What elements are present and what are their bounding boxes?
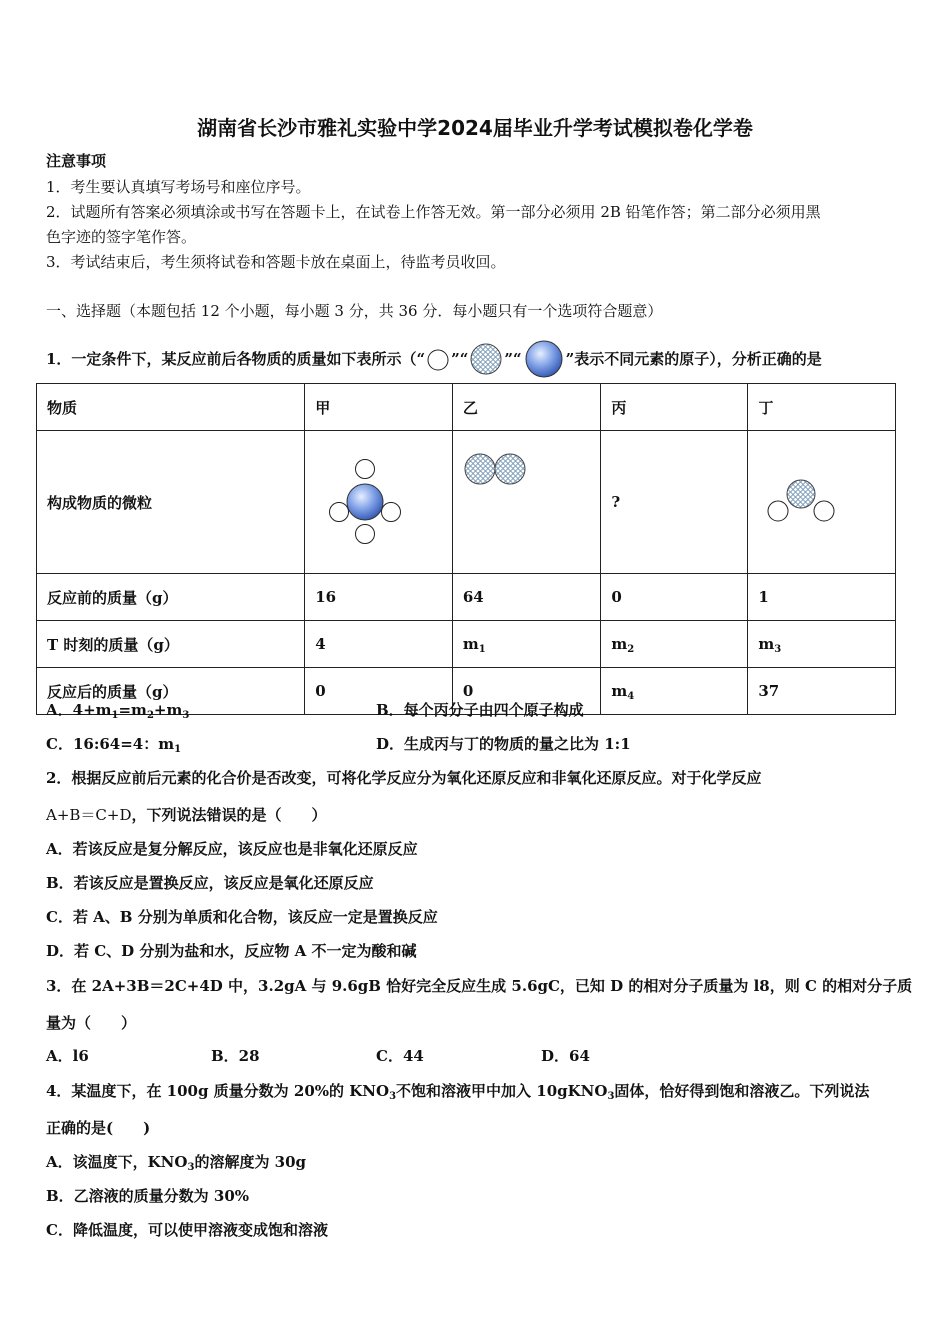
q4-option-c[interactable]: C．降低温度，可以使甲溶液变成饱和溶液: [46, 1221, 328, 1239]
cell-after-bing-sub: 4: [627, 691, 635, 702]
cell-jia-molecule: [305, 431, 453, 574]
large-atom-icon: [522, 339, 566, 379]
q1-option-b[interactable]: B．每个丙分子由四个原子构成: [376, 701, 584, 719]
small-atom-icon: [425, 346, 451, 372]
cell-t-bing: [601, 621, 748, 668]
cell-t-ding: [748, 621, 896, 668]
header-cell-jia: 甲: [305, 384, 453, 431]
h2o-molecule-icon: [763, 477, 843, 527]
header-cell-bing: 丙: [601, 384, 748, 431]
q1-option-d[interactable]: D．生成丙与丁的物质的量之比为 1:1: [376, 735, 631, 753]
q2-option-b[interactable]: B．若该反应是置换反应，该反应是氧化还原反应: [46, 874, 374, 892]
cell-t-jia: 4: [305, 621, 453, 668]
q1-stem-part-d: ”表示不同元素的原子），分析正确的是: [565, 350, 822, 368]
q4-stem: [46, 1081, 869, 1101]
ch4-molecule-icon: [320, 457, 410, 547]
q3-option-b[interactable]: B．28: [211, 1047, 260, 1065]
q4-stem-s1: 3: [389, 1091, 397, 1102]
q4-stem-p3: 固体，恰好得到饱和溶液乙。下列说法: [614, 1082, 870, 1100]
cell-after-bing: [601, 668, 748, 715]
cell-t-ding-base: m: [758, 635, 775, 653]
q1-option-c-s1: 1: [174, 744, 182, 755]
table-row-molecules: [37, 431, 896, 574]
o2-molecule-icon: [463, 451, 533, 491]
section-heading: 一、选择题（本题包括 12 个小题，每小题 3 分，共 36 分．每小题只有一个选项符合题意）: [46, 302, 663, 320]
header-cell-substance: 物质: [37, 384, 305, 431]
cell-t-yi: [452, 621, 600, 668]
cell-after-ding: 37: [748, 668, 896, 715]
cell-yi-molecule: [452, 431, 600, 574]
cell-t-yi-base: m: [462, 635, 479, 653]
notice-heading: 注意事项: [46, 152, 107, 170]
q3-stem: 3．在 2A+3B＝2C+4D 中，3.2gA 与 9.6gB 恰好完全反应生成 5.6gC，已知 D 的相对分子质量为 l8，则 C 的相对分子质: [46, 977, 913, 995]
q4-stem-cont: 正确的是( ): [46, 1119, 151, 1137]
q2-stem-tail: ，下列说法错误的是（ ）: [131, 806, 327, 824]
cell-t-bing-sub: 2: [627, 644, 635, 655]
table-header-row: [37, 384, 896, 431]
hatched-atom-icon: [468, 342, 504, 376]
q4-option-b[interactable]: B．乙溶液的质量分数为 30%: [46, 1187, 250, 1205]
q1-option-a-s1: 1: [111, 710, 119, 721]
q2-option-a[interactable]: A．若该反应是复分解反应，该反应也是非氧化还原反应: [46, 840, 418, 858]
q3-stem-cont: 量为（ ）: [46, 1014, 137, 1032]
row-label-molecules: 构成物质的微粒: [37, 431, 305, 574]
q1-option-c[interactable]: [46, 734, 181, 754]
notice-item-2-cont: 色字迹的签字笔作答。: [46, 228, 197, 246]
cell-before-yi: 64: [452, 574, 600, 621]
table-row-before: [37, 574, 896, 621]
cell-ding-molecule: [748, 431, 896, 574]
cell-t-ding-sub: 3: [774, 644, 782, 655]
cell-t-yi-sub: 1: [478, 644, 486, 655]
notice-item-2: 2．试题所有答案必须填涂或书写在答题卡上，在试卷上作答无效。第一部分必须用 2B 铅笔作答；第二部分必须用黑: [46, 203, 821, 221]
q1-option-a-p1: A．4+m: [46, 701, 112, 719]
q4-option-a-s1: 3: [187, 1162, 195, 1173]
q1-option-a-p2: =m: [118, 701, 147, 719]
cell-t-bing-base: m: [611, 635, 628, 653]
cell-after-jia: 0: [305, 668, 453, 715]
notice-item-1: 1．考生要认真填写考场号和座位序号。: [46, 178, 311, 196]
q2-option-d[interactable]: D．若 C、D 分别为盐和水，反应物 A 不一定为酸和碱: [46, 942, 417, 960]
page-title: 湖南省长沙市雅礼实验中学2024届毕业升学考试模拟卷化学卷: [197, 116, 753, 140]
q2-option-c[interactable]: C．若 A、B 分别为单质和化合物，该反应一定是置换反应: [46, 908, 438, 926]
header-cell-ding: 丁: [748, 384, 896, 431]
cell-before-bing: 0: [601, 574, 748, 621]
q1-stem-part-b: ”“: [451, 350, 469, 368]
cell-bing-molecule: ?: [601, 431, 748, 574]
q4-stem-p2: 不饱和溶液甲中加入 10gKNO: [396, 1082, 608, 1100]
q2-stem-cont: [46, 805, 327, 825]
row-label-t: T 时刻的质量（g）: [37, 621, 305, 668]
q4-stem-s2: 3: [607, 1091, 615, 1102]
table-row-t: [37, 621, 896, 668]
q1-option-a-s3: 3: [182, 710, 190, 721]
q4-option-a-p2: 的溶解度为 30g: [194, 1153, 307, 1171]
q2-equation: A+B＝C+D: [46, 806, 132, 824]
q1-option-a-s2: 2: [146, 710, 154, 721]
q2-stem: 2．根据反应前后元素的化合价是否改变，可将化学反应分为氧化还原反应和非氧化还原反应。对于化学反应: [46, 769, 762, 787]
cell-before-jia: 16: [305, 574, 453, 621]
q1-stem-part-c: ”“: [504, 350, 522, 368]
q1-option-a-p3: +m: [153, 701, 183, 719]
q1-table: [36, 383, 896, 715]
q1-stem-part-a: 1．一定条件下，某反应前后各物质的质量如下表所示（“: [46, 350, 426, 368]
header-cell-yi: 乙: [452, 384, 600, 431]
q4-stem-p1: 4．某温度下，在 100g 质量分数为 20%的 KNO: [46, 1082, 390, 1100]
q3-option-a[interactable]: A．l6: [46, 1047, 89, 1065]
q1-option-c-p1: C．16:64=4：m: [46, 735, 175, 753]
cell-before-ding: 1: [748, 574, 896, 621]
row-label-after: 反应后的质量（g）: [37, 668, 305, 715]
q4-option-a-p1: A．该温度下，KNO: [46, 1153, 188, 1171]
q1-option-a[interactable]: [46, 700, 189, 720]
row-label-before: 反应前的质量（g）: [37, 574, 305, 621]
cell-after-bing-base: m: [611, 682, 628, 700]
cell-after-yi: 0: [452, 668, 600, 715]
q3-option-d[interactable]: D．64: [541, 1047, 590, 1065]
q1-stem: [46, 339, 822, 379]
q3-option-c[interactable]: C．44: [376, 1047, 424, 1065]
notice-item-3: 3．考试结束后，考生须将试卷和答题卡放在桌面上，待监考员收回。: [46, 253, 506, 271]
q4-option-a[interactable]: [46, 1152, 306, 1172]
